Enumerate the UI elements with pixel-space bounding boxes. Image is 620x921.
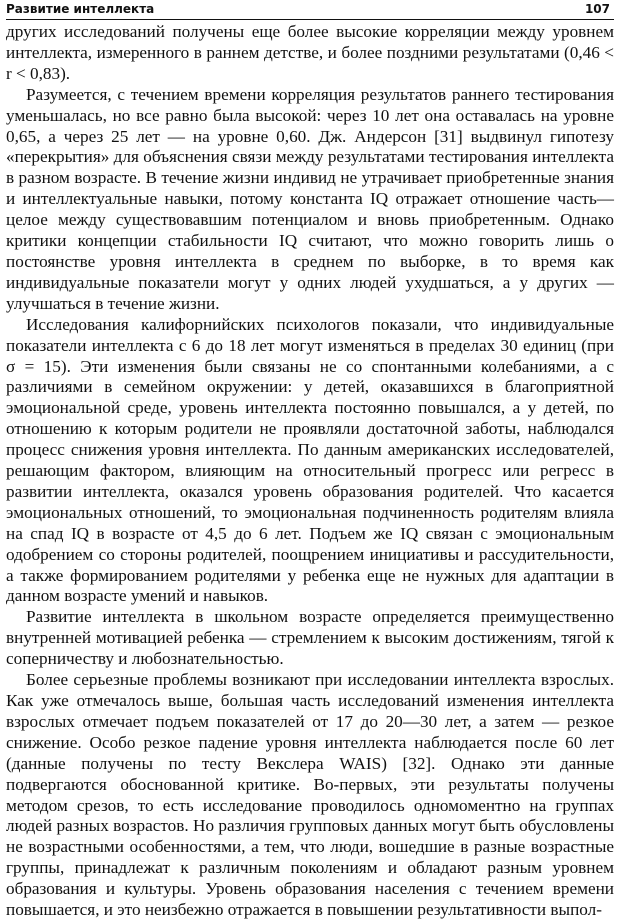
paragraph: Развитие интеллекта в школьном возрасте определяется преимущественно внутренней мотивацией ребенка — стремлением к высоким достижениям, тягой к соперничеству и любознательностью. bbox=[6, 607, 614, 669]
body-text bbox=[6, 22, 614, 921]
running-header bbox=[6, 2, 614, 20]
paragraph: Более серьезные проблемы возникают при исследовании интеллекта взрослых. Как уже отмечалось выше, большая часть исследований изменения интеллекта взрослых отмечает подъем показателей от 17 до 20—30 лет, а затем — резкое снижение. Особо резкое падение уровня интеллекта наблюдается после 60 лет (данные получены по тесту Векслера WAIS) [32]. Однако эти данные подвергаются обоснованной критике. Во-первых, эти результаты получены методом срезов, то есть исследование проводилось одномоментно на группах людей разных возрастов. Но различия групповых данных могут быть обусловлены не возрастными особенностями, а тем, что люди, вошедшие в разные возрастные группы, принадлежат к различным поколениям и обладают разным уровнем образования и культуры. Уровень образования населения с течением времени повышается, и это неизбежно отражается в повышении результативности выпол- bbox=[6, 670, 614, 920]
page-number: 107 bbox=[584, 2, 610, 16]
paragraph: Исследования калифорнийских психологов показали, что индивидуальные показатели интеллекта с 6 до 18 лет могут изменяться в пределах 30 единиц (при σ = 15). Эти изменения были связаны не со спонтанными колебаниями, а с различиями в семейном окружении: у детей, оказавшихся в благоприятной эмоциональной среде, уровень интеллекта постоянно повышался, а у детей, по отношению к которым родители не проявляли достаточной заботы, наблюдался процесс снижения уровня интеллекта. По данным американских исследователей, решающим фактором, влияющим на относительный прогресс или регресс в развитии интеллекта, оказался уровень образования родителей. Что касается эмоциональных отношений, то эмоциональная подчиненность родителям влияла на спад IQ в возрасте от 4,5 до 6 лет. Подъем же IQ связан с эмоциональным одобрением со стороны родителей, поощрением инициативы и рассудительности, а также формированием родителями у ребенка еще не нужных для адаптации в данном возрасте умений и навыков. bbox=[6, 314, 614, 606]
chapter-title: Развитие интеллекта bbox=[6, 2, 155, 16]
paragraph: Разумеется, с течением времени корреляция результатов раннего тестирования уменьшалась, но все равно была высокой: через 10 лет она оставалась на уровне 0,65, а через 25 лет — на уровне 0,60. Дж. Андерсон [31] выдвинул гипотезу «перекрытия» для объяснения связи между результатами тестирования интеллекта в разном возрасте. В течение жизни индивид не утрачивает приобретенные знания и интеллектуальные навыки, потому константа IQ отражает отношение часть—целое между существовавшим потенциалом и вновь приобретенным. Однако критики концепции стабильности IQ считают, что можно говорить лишь о постоянстве уровня интеллекта в среднем по выборке, в то время как индивидуальные показатели могут у одних людей ухудшаться, а у других — улучшаться в течение жизни. bbox=[6, 84, 614, 313]
paragraph-continued: других исследований получены еще более высокие корреляции между уровнем интеллекта, измеренного в раннем детстве, и более поздними результатами (0,46 < r < 0,83). bbox=[6, 22, 614, 83]
